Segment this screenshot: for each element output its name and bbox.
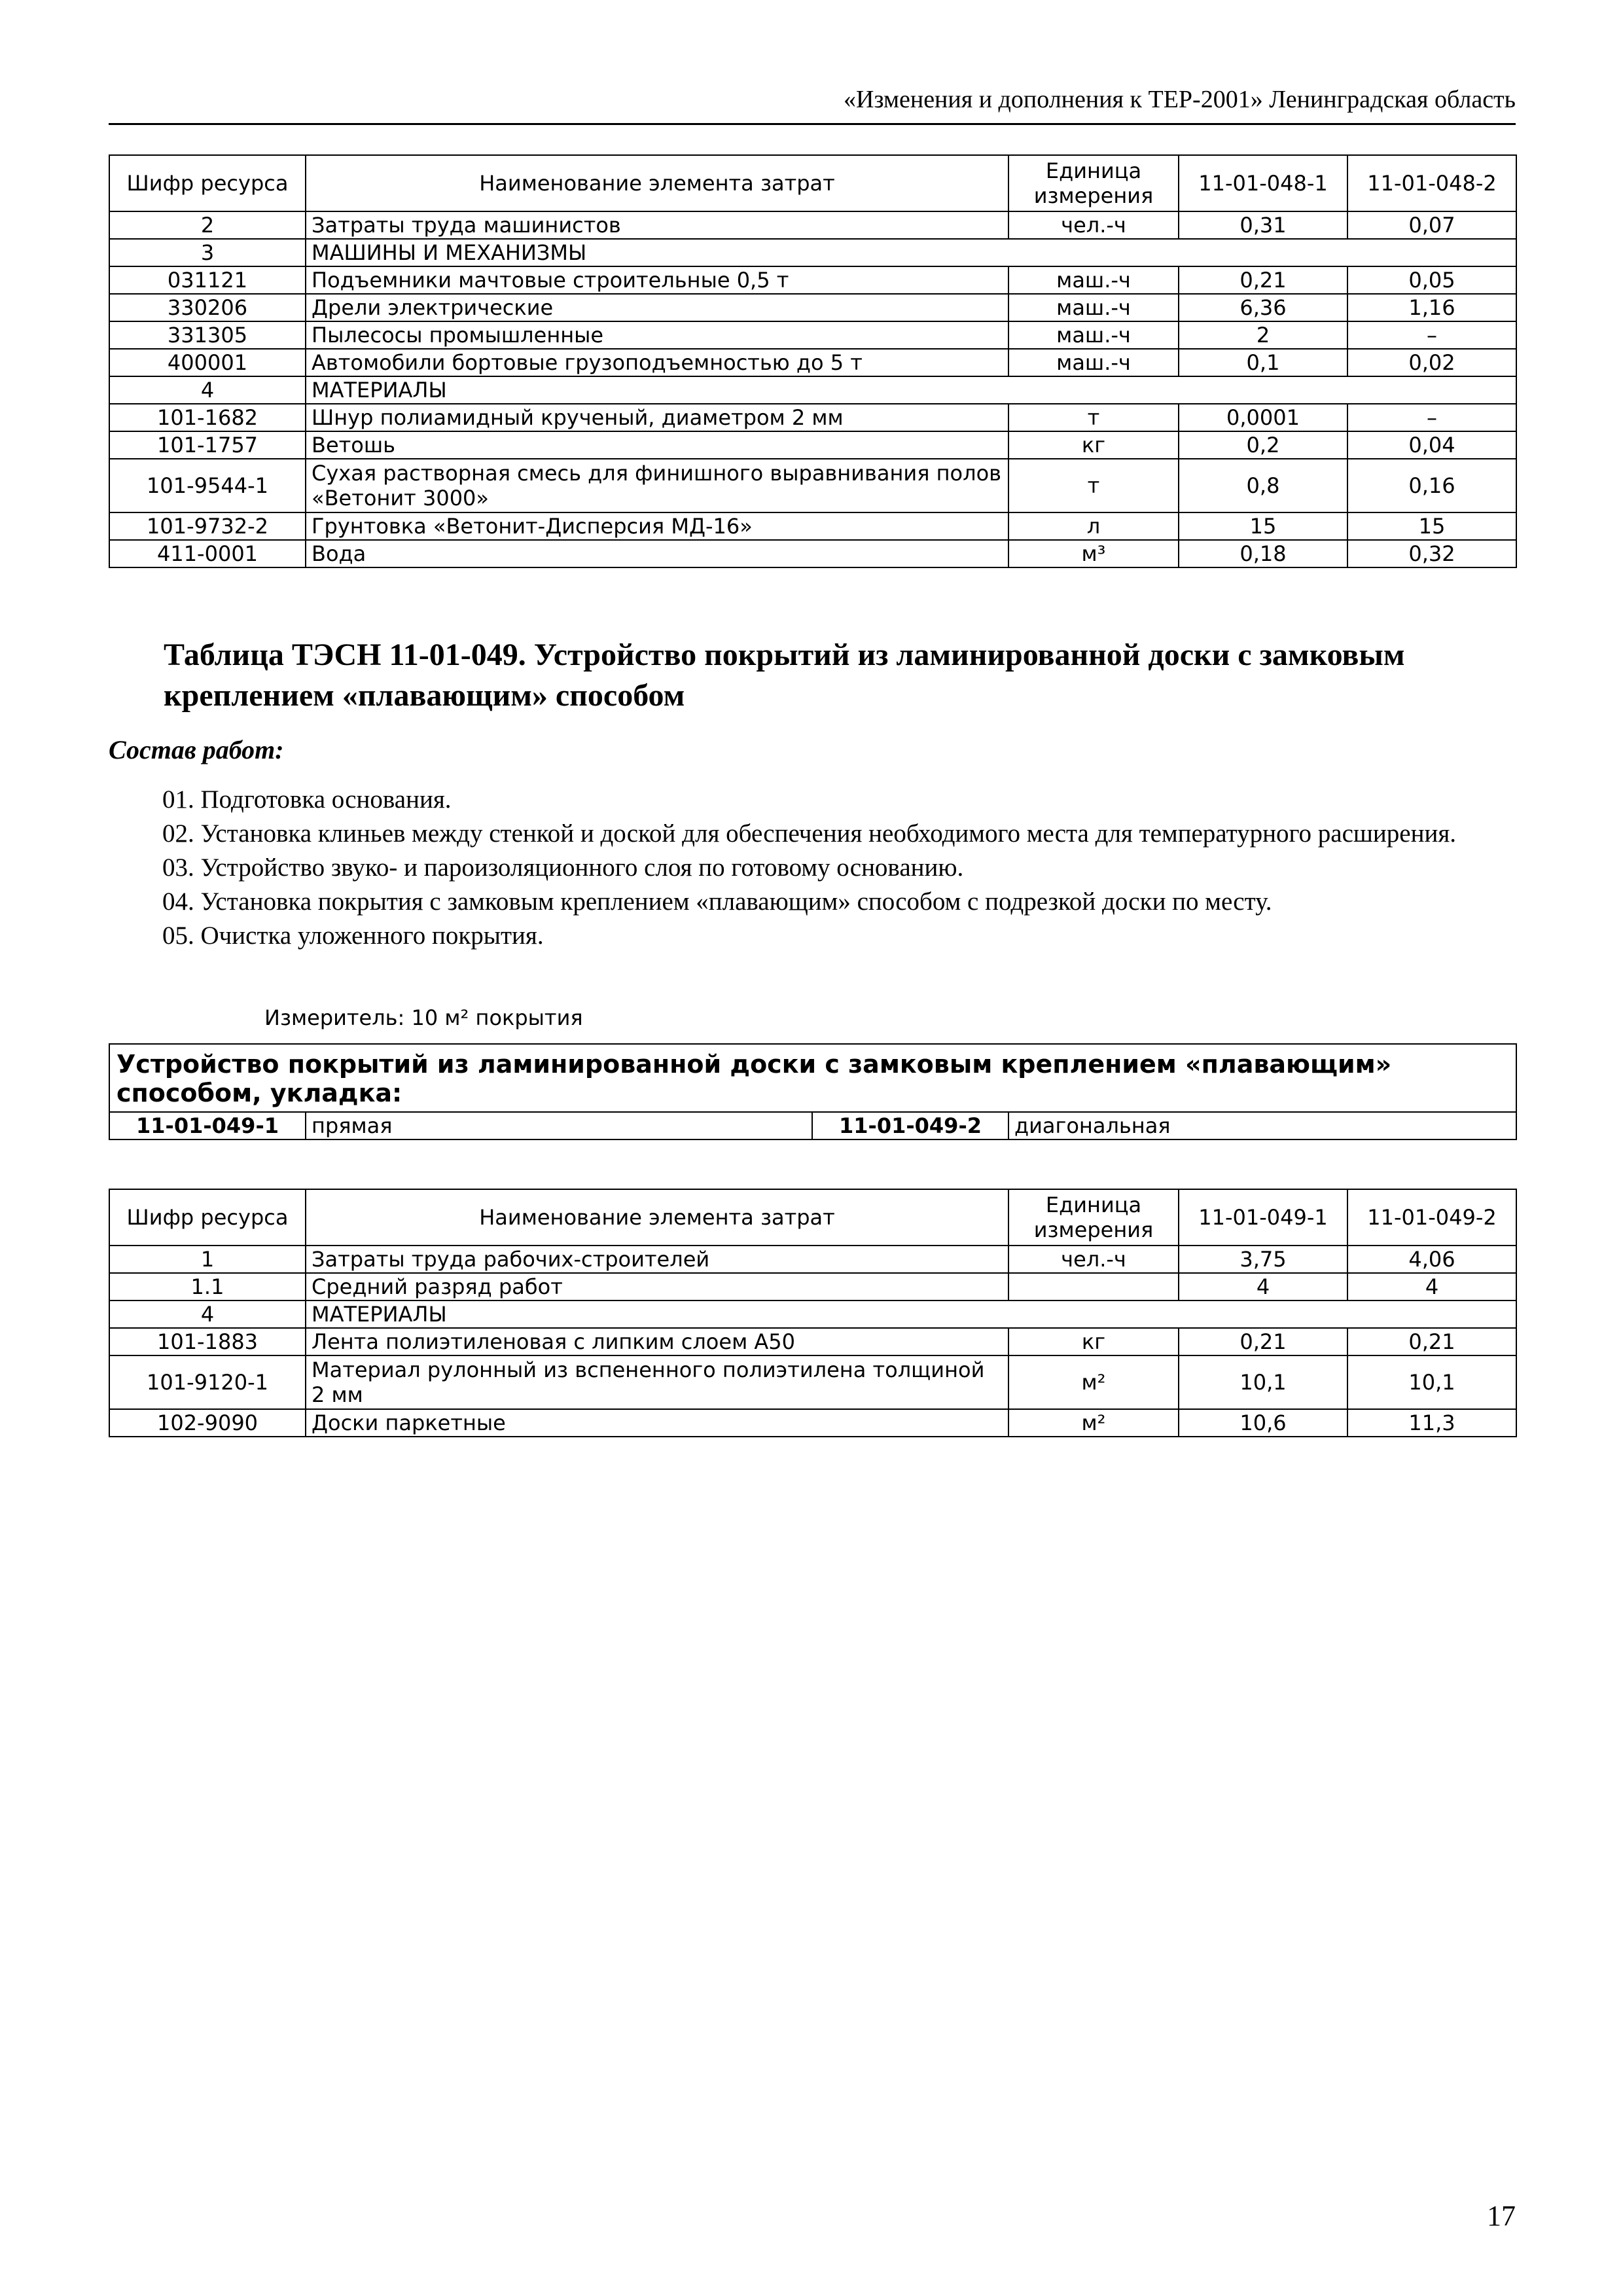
cell-unit: м³ bbox=[1008, 540, 1179, 567]
cell-unit: кг bbox=[1008, 1328, 1179, 1355]
cell-code: 101-1682 bbox=[109, 404, 306, 431]
table-row bbox=[109, 321, 1516, 349]
col-header-unit: Единица измерения bbox=[1008, 1189, 1179, 1246]
cell-code: 031121 bbox=[109, 266, 306, 294]
cell-value-2: 10,1 bbox=[1347, 1355, 1516, 1409]
cell-value-2: 4,06 bbox=[1347, 1246, 1516, 1273]
table-row bbox=[109, 459, 1516, 512]
cell-unit: маш.-ч bbox=[1008, 266, 1179, 294]
cell-section-name: МАТЕРИАЛЫ bbox=[306, 1300, 1516, 1328]
cell-section-name: МАТЕРИАЛЫ bbox=[306, 376, 1516, 404]
cell-unit: кг bbox=[1008, 431, 1179, 459]
cell-code: 4 bbox=[109, 1300, 306, 1328]
table-row bbox=[109, 512, 1516, 540]
resource-table-049 bbox=[109, 1189, 1517, 1437]
table-row bbox=[109, 540, 1516, 567]
cell-code: 4 bbox=[109, 376, 306, 404]
cell-code: 101-9544-1 bbox=[109, 459, 306, 512]
cell-unit: л bbox=[1008, 512, 1179, 540]
variant-label: диагональная bbox=[1008, 1112, 1516, 1139]
col-header-unit: Единица измерения bbox=[1008, 155, 1179, 211]
col-header-norm-2: 11-01-049-2 bbox=[1347, 1189, 1516, 1246]
col-header-name: Наименование элемента затрат bbox=[306, 1189, 1008, 1246]
cell-unit bbox=[1008, 1273, 1179, 1300]
cell-value-1: 10,6 bbox=[1179, 1409, 1347, 1437]
work-item: 04. Установка покрытия с замковым креплением «плавающим» способом с подрезкой доски по месту. bbox=[162, 888, 1272, 916]
cell-code: 411-0001 bbox=[109, 540, 306, 567]
cell-unit: маш.-ч bbox=[1008, 349, 1179, 376]
table-row-section bbox=[109, 376, 1516, 404]
cell-code: 331305 bbox=[109, 321, 306, 349]
cell-name: Грунтовка «Ветонит-Дисперсия МД-16» bbox=[306, 512, 1008, 540]
work-item: 01. Подготовка основания. bbox=[162, 785, 452, 814]
cell-code: 3 bbox=[109, 239, 306, 266]
norm-variants-box bbox=[109, 1043, 1517, 1140]
work-item: 03. Устройство звуко- и пароизоляционного слоя по готовому основанию. bbox=[162, 853, 964, 882]
variants-row bbox=[109, 1112, 1516, 1139]
cell-value-2: 1,16 bbox=[1347, 294, 1516, 321]
table-row bbox=[109, 1328, 1516, 1355]
table-row bbox=[109, 431, 1516, 459]
cell-unit: чел.-ч bbox=[1008, 1246, 1179, 1273]
cell-unit: чел.-ч bbox=[1008, 211, 1179, 239]
cell-code: 102-9090 bbox=[109, 1409, 306, 1437]
cell-name: Затраты труда машинистов bbox=[306, 211, 1008, 239]
cell-unit: маш.-ч bbox=[1008, 321, 1179, 349]
cell-code: 101-1757 bbox=[109, 431, 306, 459]
work-item: 02. Установка клиньев между стенкой и доской для обеспечения необходимого места для температурного расширения. bbox=[162, 819, 1457, 848]
cell-value-1: 6,36 bbox=[1179, 294, 1347, 321]
table-row bbox=[109, 294, 1516, 321]
cell-code: 101-9732-2 bbox=[109, 512, 306, 540]
cell-name: Пылесосы промышленные bbox=[306, 321, 1008, 349]
cell-value-1: 0,0001 bbox=[1179, 404, 1347, 431]
table-row bbox=[109, 1409, 1516, 1437]
cell-name: Материал рулонный из вспененного полиэтилена толщиной 2 мм bbox=[306, 1355, 1008, 1409]
table-row-section bbox=[109, 1300, 1516, 1328]
cell-name: Ветошь bbox=[306, 431, 1008, 459]
cell-value-2: 0,32 bbox=[1347, 540, 1516, 567]
cell-unit: м² bbox=[1008, 1355, 1179, 1409]
cell-code: 101-9120-1 bbox=[109, 1355, 306, 1409]
col-header-norm-2: 11-01-048-2 bbox=[1347, 155, 1516, 211]
cell-value-1: 15 bbox=[1179, 512, 1347, 540]
cell-code: 1 bbox=[109, 1246, 306, 1273]
measure-unit: Измеритель: 10 м² покрытия bbox=[264, 1005, 583, 1030]
col-header-norm-1: 11-01-049-1 bbox=[1179, 1189, 1347, 1246]
cell-name: Затраты труда рабочих-строителей bbox=[306, 1246, 1008, 1273]
col-header-norm-1: 11-01-048-1 bbox=[1179, 155, 1347, 211]
cell-value-1: 4 bbox=[1179, 1273, 1347, 1300]
cell-value-2: 0,04 bbox=[1347, 431, 1516, 459]
cell-name: Лента полиэтиленовая с липким слоем А50 bbox=[306, 1328, 1008, 1355]
cell-value-2: 0,02 bbox=[1347, 349, 1516, 376]
section-title: Таблица ТЭСН 11-01-049. Устройство покрытий из ламинированной доски с замковым креплением «плавающим» способом bbox=[164, 637, 1405, 713]
col-header-code: Шифр ресурса bbox=[109, 1189, 306, 1246]
table-row bbox=[109, 1355, 1516, 1409]
cell-unit: м² bbox=[1008, 1409, 1179, 1437]
table-row-section bbox=[109, 239, 1516, 266]
works-heading: Состав работ: bbox=[109, 735, 284, 764]
cell-value-1: 3,75 bbox=[1179, 1246, 1347, 1273]
cell-value-1: 0,8 bbox=[1179, 459, 1347, 512]
cell-name: Вода bbox=[306, 540, 1008, 567]
variant-code: 11-01-049-2 bbox=[812, 1112, 1008, 1139]
cell-name: Сухая растворная смесь для финишного выравнивания полов «Ветонит 3000» bbox=[306, 459, 1008, 512]
table-row bbox=[109, 404, 1516, 431]
cell-name: Дрели электрические bbox=[306, 294, 1008, 321]
cell-unit: маш.-ч bbox=[1008, 294, 1179, 321]
cell-unit: т bbox=[1008, 459, 1179, 512]
cell-value-1: 10,1 bbox=[1179, 1355, 1347, 1409]
cell-code: 330206 bbox=[109, 294, 306, 321]
table-header-row bbox=[109, 1189, 1516, 1246]
works-list bbox=[162, 783, 1517, 953]
cell-value-1: 2 bbox=[1179, 321, 1347, 349]
table-row bbox=[109, 1273, 1516, 1300]
cell-value-1: 0,18 bbox=[1179, 540, 1347, 567]
box-title-row bbox=[109, 1044, 1516, 1112]
cell-value-1: 0,1 bbox=[1179, 349, 1347, 376]
table-row bbox=[109, 211, 1516, 239]
cell-name: Шнур полиамидный крученый, диаметром 2 мм bbox=[306, 404, 1008, 431]
cell-value-2: 0,16 bbox=[1347, 459, 1516, 512]
cell-value-2: 0,05 bbox=[1347, 266, 1516, 294]
work-item: 05. Очистка уложенного покрытия. bbox=[162, 922, 544, 950]
cell-value-2: 15 bbox=[1347, 512, 1516, 540]
col-header-name: Наименование элемента затрат bbox=[306, 155, 1008, 211]
col-header-code: Шифр ресурса bbox=[109, 155, 306, 211]
cell-value-2: – bbox=[1347, 404, 1516, 431]
cell-value-2: 11,3 bbox=[1347, 1409, 1516, 1437]
box-title: Устройство покрытий из ламинированной доски с замковым креплением «плавающим» способом, укладка: bbox=[109, 1044, 1516, 1112]
cell-code: 1.1 bbox=[109, 1273, 306, 1300]
cell-name: Средний разряд работ bbox=[306, 1273, 1008, 1300]
cell-section-name: МАШИНЫ И МЕХАНИЗМЫ bbox=[306, 239, 1516, 266]
cell-value-1: 0,21 bbox=[1179, 266, 1347, 294]
table-row bbox=[109, 349, 1516, 376]
cell-name: Автомобили бортовые грузоподъемностью до 5 т bbox=[306, 349, 1008, 376]
cell-value-2: 4 bbox=[1347, 1273, 1516, 1300]
cell-value-1: 0,2 bbox=[1179, 431, 1347, 459]
cell-value-2: – bbox=[1347, 321, 1516, 349]
cell-name: Доски паркетные bbox=[306, 1409, 1008, 1437]
cell-code: 101-1883 bbox=[109, 1328, 306, 1355]
running-header: «Изменения и дополнения к ТЕР-2001» Ленинградская область bbox=[109, 84, 1516, 125]
cell-value-2: 0,07 bbox=[1347, 211, 1516, 239]
cell-value-2: 0,21 bbox=[1347, 1328, 1516, 1355]
cell-code: 400001 bbox=[109, 349, 306, 376]
table-row bbox=[109, 266, 1516, 294]
cell-value-1: 0,31 bbox=[1179, 211, 1347, 239]
resource-table-048 bbox=[109, 154, 1517, 568]
table-row bbox=[109, 1246, 1516, 1273]
variant-label: прямая bbox=[306, 1112, 812, 1139]
table-header-row bbox=[109, 155, 1516, 211]
page-number: 17 bbox=[1487, 2200, 1516, 2232]
cell-code: 2 bbox=[109, 211, 306, 239]
variant-code: 11-01-049-1 bbox=[109, 1112, 306, 1139]
cell-name: Подъемники мачтовые строительные 0,5 т bbox=[306, 266, 1008, 294]
cell-value-1: 0,21 bbox=[1179, 1328, 1347, 1355]
cell-unit: т bbox=[1008, 404, 1179, 431]
